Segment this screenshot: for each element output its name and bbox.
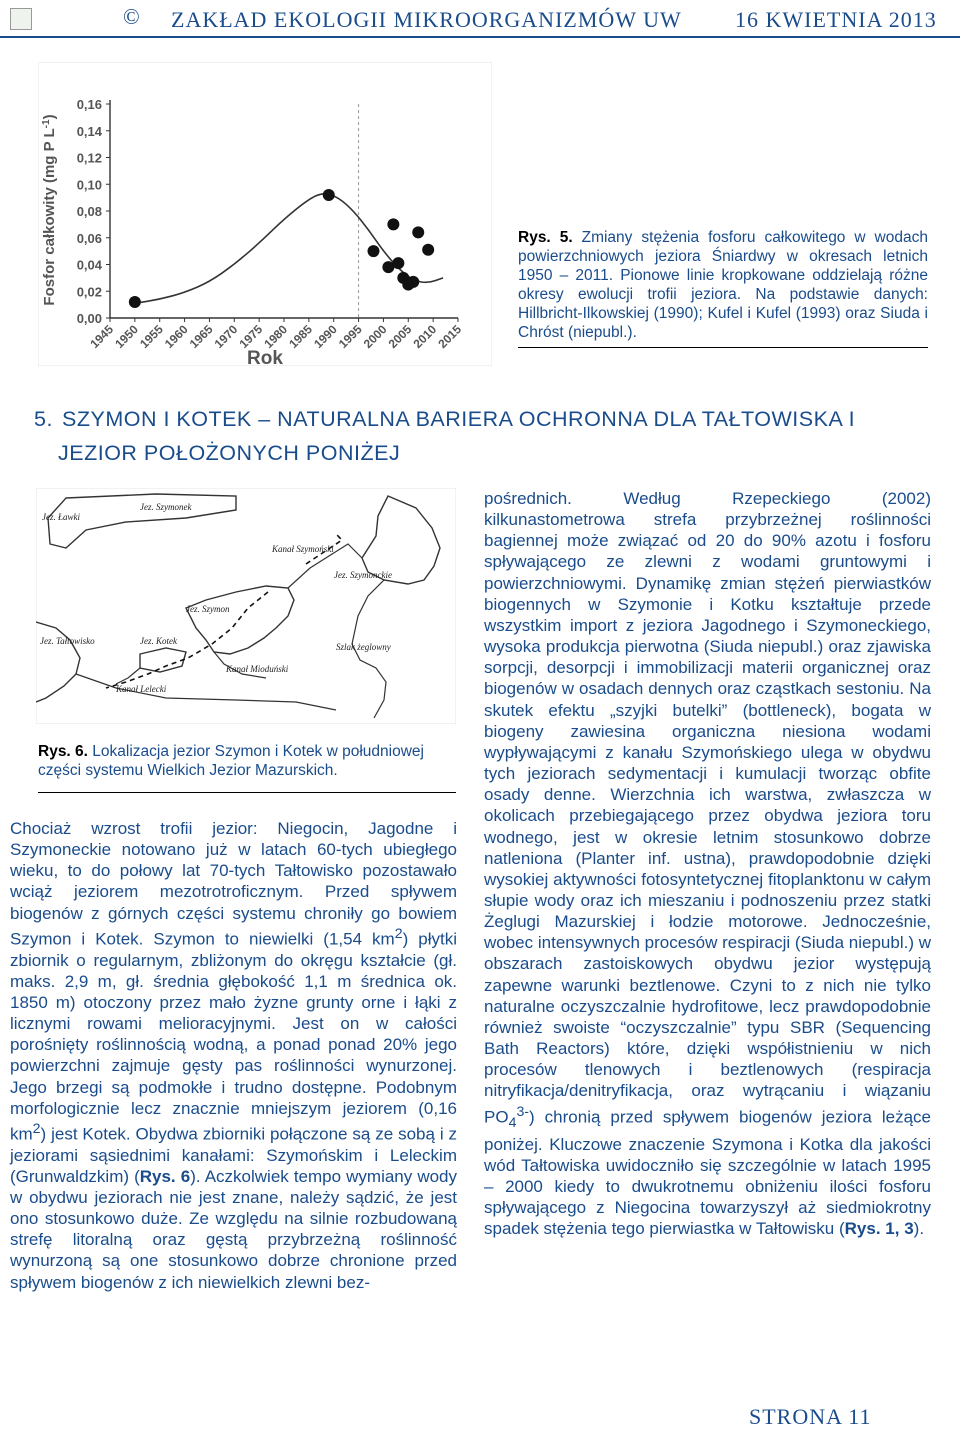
phosphorus-chart xyxy=(38,62,492,366)
label-lawki: Jez. Ławki xyxy=(42,512,80,522)
x-tick-label: 2005 xyxy=(385,322,415,352)
x-tick-label: 1960 xyxy=(161,322,191,352)
x-axis-label: Rok xyxy=(247,348,283,366)
copyright-symbol: © xyxy=(123,4,140,29)
figure-reference: Rys. 6 xyxy=(139,1166,191,1186)
y-axis-label-close: ) xyxy=(41,114,58,120)
text-run: ) płytki zbiornik o regularnym, zbliżonym do okręgu kształcie (gł. maks. 2,9 m, gł. średnia głębokość 1,1 m średnica ok. 1850 m) otoczony przez mało żyzne grunty orne i łąki z licznymi rowami melioracyjnymi. Jest on w całości porośnięty roślinnością wodną, a ponad ponad 20% jego powierzchni zajmuje gęsty pas roślinności wynurzonej. Jego brzegi są podmokłe i trudno dostępne. Podobnym morfologicznie lecz znacznie mniejszym jeziorem (0,16 km xyxy=(10,929,457,1144)
measurement-point xyxy=(129,296,141,308)
y-tick-label: 0,06 xyxy=(76,230,102,246)
page-number: STRONA 11 xyxy=(749,1404,872,1429)
text-run: ) jest Kotek. Obydwa zbiorniki połączone są ze sobą i z jeziorami sąsiednimi kanałami: Szymońskim i Leleckim (Grunwaldzkim) ( xyxy=(10,1124,457,1186)
figure-5-chart xyxy=(38,62,492,366)
paragraph xyxy=(10,818,457,1293)
header-date: 16 KWIETNIA 2013 xyxy=(735,7,937,32)
x-tick-label: 2010 xyxy=(410,322,440,352)
caption-label: Rys. 5. xyxy=(518,229,573,246)
y-tick-label: 0,00 xyxy=(76,311,102,326)
label-szlak: Szlak żeglowny xyxy=(336,642,391,652)
label-szymon: Jez. Szymon xyxy=(186,604,230,614)
y-tick-label: 0,08 xyxy=(76,204,102,219)
label-szymonckie: Jez. Szymonckie xyxy=(334,570,392,580)
measurement-point xyxy=(367,245,379,257)
measurement-point xyxy=(387,218,399,230)
text-run: ). Aczkolwiek tempo wymiany wody w obydwu jeziorach nie jest znane, należy sądzić, że jest ono stosunkowo duże. Ze względu na silnie rozbudowaną strefę litoralną oraz gęstą przybrzeżną roślinność wynurzoną są one stosunkowo dobrze chronione przed spływem biogenów z ich niewielkich zlewni bez- xyxy=(10,1166,458,1292)
label-kanal-mioduński: Kanał Mioduński xyxy=(226,664,289,674)
x-tick-label: 1980 xyxy=(261,322,291,352)
header-title: ZAKŁAD EKOLOGII MIKROORGANIZMÓW UW xyxy=(171,7,682,32)
paragraph xyxy=(484,488,931,1240)
superscript: 2 xyxy=(32,1120,41,1137)
label-taltowisko: Jez. Tałtowisko xyxy=(40,636,95,646)
y-tick-label: 0,02 xyxy=(76,284,102,300)
figure-6-map xyxy=(36,488,456,724)
x-tick-label: 1945 xyxy=(87,322,117,352)
label-kotek: Jez. Kotek xyxy=(140,636,177,646)
body-column-left xyxy=(10,818,457,1293)
section-title-line1: SZYMON I KOTEK – NATURALNA BARIERA OCHRONNA DLA TAŁTOWISKA I xyxy=(62,407,856,431)
y-tick-label: 0,12 xyxy=(76,150,102,166)
x-tick-label: 1985 xyxy=(286,322,315,352)
section-number: 5. xyxy=(34,407,53,431)
y-tick-label: 0,16 xyxy=(76,97,102,112)
measurement-point xyxy=(323,189,335,201)
y-tick-label: 0,04 xyxy=(76,257,102,273)
superscript: 3- xyxy=(516,1103,530,1120)
caption-text: Zmiany stężenia fosforu całkowitego w wodach powierzchniowych jeziora Śniardwy w okresach letnich 1950 – 2011. Pionowe linie kropkowane oddzielają różne okresy ewolucji trofii jeziora. Na podstawie danych: Hillbricht-Ilkowskiej (1990); Kufel i Kufel (1993) oraz Siuda i Chróst (niepubl.). xyxy=(518,229,928,341)
x-tick-label: 2015 xyxy=(435,322,465,352)
label-kanal-lelecki: Kanał Lelecki xyxy=(116,684,167,694)
text-run: ) chronią przed spływem biogenów jeziora leżące poniżej. Kluczowe znaczenie Szymona i Kotka dla jakości wód Tałtowiska uwidoczniło się szczególnie w latach 1995 – 2000 kiedy to dwukrotnemu obniżeniu ilości fosforu spływającego z Niegocina towarzyszył aż siedmiokrotny spadek stężenia tego pierwiastka w Tałtowisku ( xyxy=(484,1107,931,1239)
chart-frame xyxy=(38,62,492,366)
x-tick-label: 1970 xyxy=(211,322,241,352)
section-heading xyxy=(34,402,934,470)
label-kanal-szymonski: Kanał Szymoński xyxy=(272,544,334,554)
x-tick-label: 1990 xyxy=(311,322,340,352)
figure-reference: Rys. 1, 3 xyxy=(844,1219,914,1239)
caption-label: Rys. 6. xyxy=(38,743,88,760)
measurement-point xyxy=(407,276,419,288)
figure-6-caption xyxy=(38,742,448,780)
lakes-map xyxy=(36,488,456,724)
x-tick-label: 1965 xyxy=(186,322,216,352)
y-tick-label: 0,10 xyxy=(76,177,102,193)
text-run: Chociaż wzrost trofii jezior: Niegocin, Jagodne i Szymoneckie notowano już w latach 60-tych ubiegłego wieku, to do połowy lat 70-tych Tałtowisko pozostawało wciąż jeziorem mezotrotroficznym. Przed spływem biogenów z górnych części systemu chroniły go bowiem Szymon i Kotek. Szymon to niewielki (1,54 km xyxy=(10,819,457,949)
measurement-point xyxy=(392,257,404,269)
label-szymonek: Jez. Szymonek xyxy=(140,502,192,512)
figure-5-caption xyxy=(518,228,928,342)
x-tick-label: 2000 xyxy=(360,322,390,352)
measurement-point xyxy=(412,226,424,238)
subscript: 4 xyxy=(508,1114,517,1131)
caption-rule xyxy=(518,347,928,348)
section-title-line2: JEZIOR POŁOŻONYCH PONIŻEJ xyxy=(58,441,401,465)
body-column-right xyxy=(484,488,931,1240)
x-tick-label: 1955 xyxy=(137,322,166,352)
caption-text: Lokalizacja jezior Szymon i Kotek w południowej części systemu Wielkich Jezior Mazurskich. xyxy=(38,743,424,779)
page-footer xyxy=(749,1404,871,1430)
caption-rule xyxy=(38,792,456,793)
y-axis-label-main: Fosfor całkowity (mg P L xyxy=(41,128,58,306)
x-tick-label: 1950 xyxy=(112,322,141,352)
measurement-point xyxy=(422,244,434,256)
superscript: 2 xyxy=(394,925,403,942)
y-axis-label xyxy=(41,114,59,305)
logo-icon xyxy=(10,8,32,30)
page-header xyxy=(0,0,960,40)
y-tick-label: 0,14 xyxy=(76,123,102,139)
text-run: ). xyxy=(913,1219,925,1239)
x-tick-label: 1975 xyxy=(236,322,266,352)
header-rule xyxy=(0,36,960,38)
x-tick-label: 1995 xyxy=(335,322,365,352)
y-axis-label-exp: -1 xyxy=(40,119,52,129)
text-run: pośrednich. Według Rzepeckiego (2002) kilkunastometrowa strefa przybrzeżnej roślinności bagiennej może związać od 20 do 90% azotu i fosforu spływającego ze zlewni z wodami gruntowymi i powierzchniowymi. Dynamikę zmian stężeń pierwiastków biogennych w Szymonie i Kotku kształtuje przede wszystkim import z jeziora Jagodnego i Szymoneckiego, wysoka produkcja pierwotna (Siuda niepubl.) oraz zjawiska sorpcji, desorpcji i immobilizacji materii organicznej oraz biogenów w osadach dennych oraz cząstkach sestoniu. Na skutek efektu „szyjki butelki” (bottleneck), bogata w biogeny zawiesina organiczna niesiona wodami wypływającymi z kanału Szymońskiego ulega w obydwu tych jeziorach sedymentacji i kumulacji tworząc obfite osady denne. Wierzchnia ich warstwa, zwłaszcza w okolicach przebiegającego przez obydwa jeziora toru wodnego, jest w okresie letnim stosunkowo dobrze natleniona (Planter inf. ustna), prawdopodobnie dzięki wysokiej aktywności fotosyntetycznej fitoplanktonu w całym słupie wody oraz ich mieszaniu i podnoszeniu przez statki Żeglugi Mazurskiej i łodzie motorowe. Jednocześnie, wobec intensywnych procesów respiracji (Siuda niepubl.) w obszarach zastoiskowych obydwu jezior występują zapewne warunki beztlenowe. Czyni to z nich nie tylko naturalne oczyszczalnie hydrofitowe, lecz prawdopodobnie również swoiste “oczyszczalnie” typu SBR (Sequencing Bath Reactors) które, dzięki współistnieniu w nich procesów tlenowych i beztlenowych (respiracja nitryfikacja/denitryfikacja, oraz wytrącaniu i wiązaniu PO xyxy=(484,489,931,1127)
